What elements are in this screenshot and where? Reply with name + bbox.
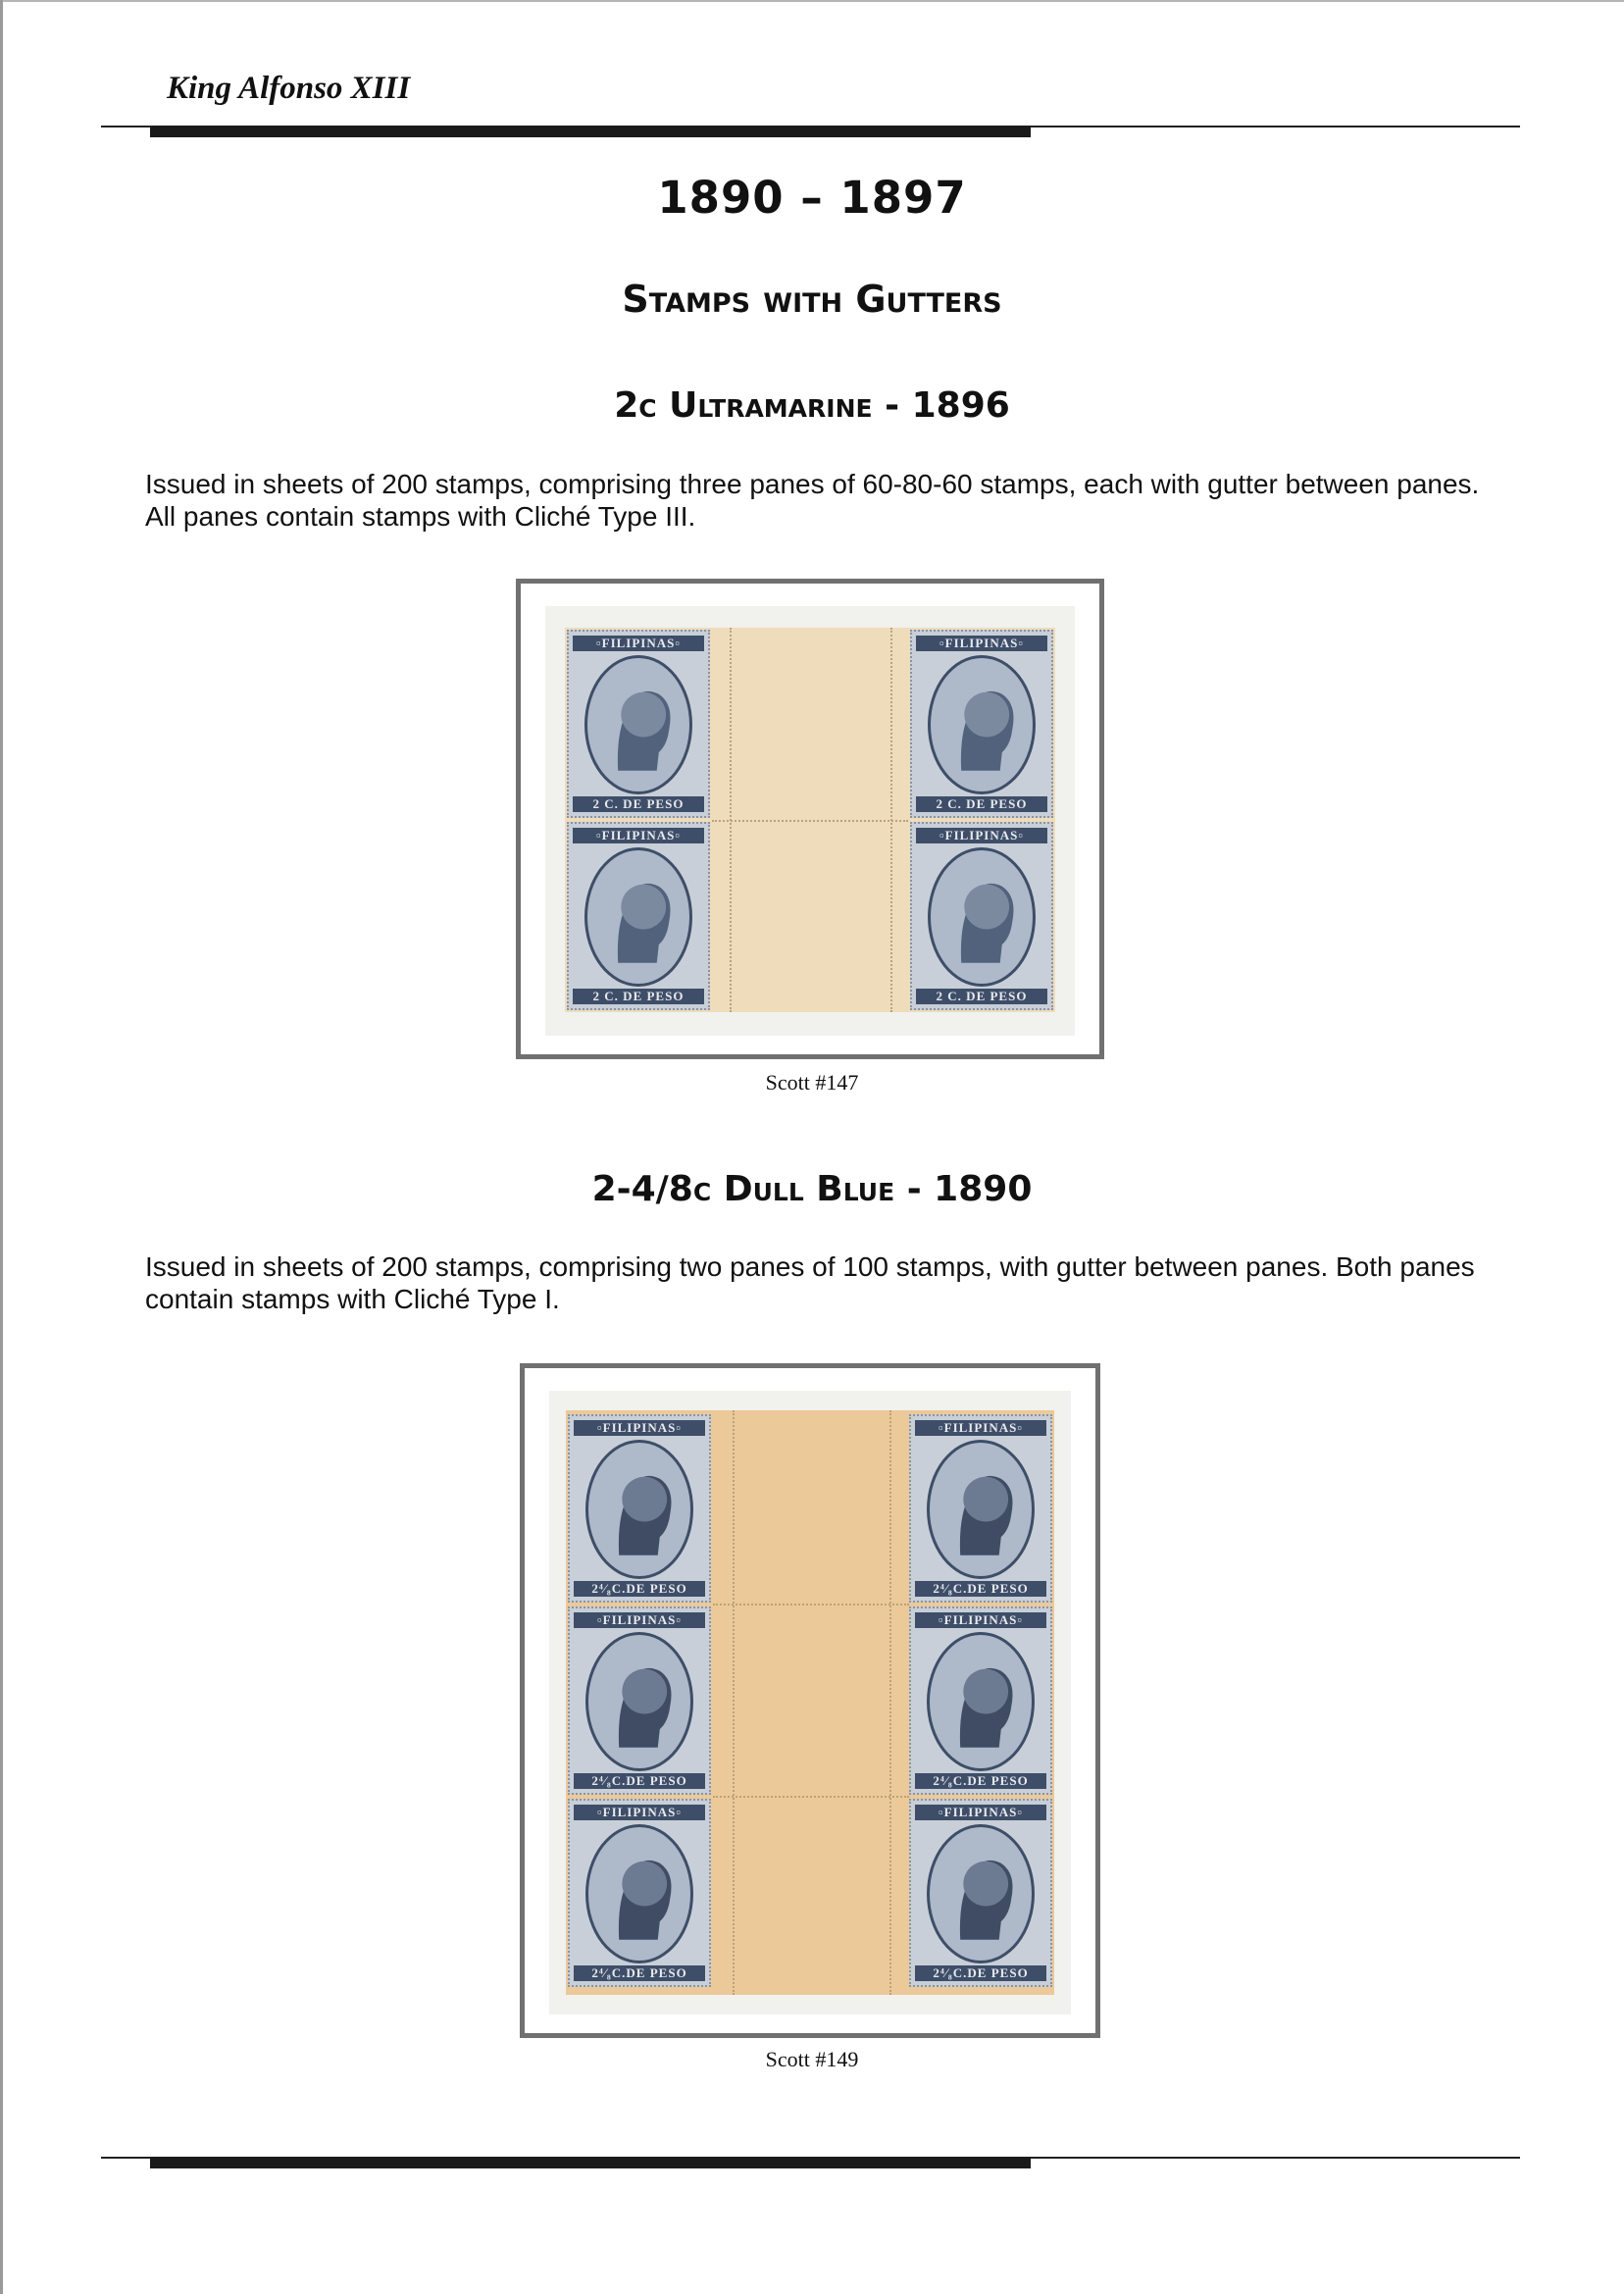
page-border-top (0, 0, 1624, 2)
portrait-icon (588, 1827, 690, 1961)
stamp-value-label: 2⁴⁄₈C.DE PESO (915, 1965, 1046, 1981)
stamp-country-label: ▫FILIPINAS▫ (573, 636, 704, 651)
portrait-icon (588, 1635, 690, 1768)
stamp-country-label: ▫FILIPINAS▫ (574, 1612, 705, 1628)
section-heading-2c: 2c Ultramarine - 1896 (614, 385, 1010, 426)
portrait-oval (584, 655, 692, 794)
stamp-country-label: ▫FILIPINAS▫ (915, 1612, 1046, 1628)
stamp-country-label: ▫FILIPINAS▫ (916, 636, 1047, 651)
stamp-row2-right (909, 1606, 1052, 1795)
portrait-oval (928, 655, 1036, 794)
stamp-top-right (910, 630, 1053, 818)
stamp-row3-left (568, 1799, 711, 1987)
stamp-bottom-right (910, 822, 1053, 1010)
stamp-bottom-left (567, 822, 710, 1010)
portrait-icon (930, 1443, 1032, 1576)
portrait-icon (588, 1443, 690, 1576)
gutter-block-149 (566, 1410, 1054, 1995)
gutter-perforation (889, 1410, 891, 1995)
description-line: All panes contain stamps with Cliché Type III. (145, 501, 696, 532)
portrait-icon (587, 658, 689, 791)
page-title: 1890 – 1897 (657, 172, 967, 224)
portrait-oval (927, 1824, 1035, 1963)
header-title: King Alfonso XIII (167, 71, 411, 106)
portrait-oval (928, 847, 1036, 987)
stamp-top-left (567, 630, 710, 818)
caption-scott-149: Scott #149 (765, 2047, 859, 2071)
portrait-oval (585, 1824, 693, 1963)
stamp-image-frame-147 (516, 579, 1104, 1059)
gutter-perforation (712, 820, 908, 822)
stamp-country-label: ▫FILIPINAS▫ (574, 1420, 705, 1436)
stamp-row2-left (568, 1606, 711, 1795)
footer-rule-thick (150, 2157, 1031, 2168)
portrait-oval (927, 1440, 1035, 1579)
portrait-oval (927, 1632, 1035, 1771)
portrait-icon (930, 1827, 1032, 1961)
portrait-icon (930, 1635, 1032, 1768)
stamp-country-label: ▫FILIPINAS▫ (573, 828, 704, 843)
stamp-country-label: ▫FILIPINAS▫ (574, 1805, 705, 1820)
stamp-row3-right (909, 1799, 1052, 1987)
stamp-country-label: ▫FILIPINAS▫ (915, 1805, 1046, 1820)
stamp-value-label: 2⁴⁄₈C.DE PESO (574, 1581, 705, 1597)
stamp-image-frame-149 (520, 1363, 1100, 2038)
footer-rule (101, 2157, 1520, 2159)
gutter-perforation (713, 1604, 909, 1606)
section-description-2-4-8c (145, 1250, 1508, 1315)
stamp-row1-left (568, 1414, 711, 1603)
stamp-value-label: 2 C. DE PESO (573, 989, 704, 1004)
page-border-left (0, 0, 3, 2294)
portrait-icon (931, 850, 1033, 984)
stamp-value-label: 2 C. DE PESO (916, 796, 1047, 812)
mount-sheet (545, 606, 1075, 1036)
portrait-oval (585, 1440, 693, 1579)
description-line: contain stamps with Cliché Type I. (145, 1284, 560, 1314)
stamp-country-label: ▫FILIPINAS▫ (916, 828, 1047, 843)
stamp-value-label: 2⁴⁄₈C.DE PESO (574, 1773, 705, 1789)
mount-sheet (549, 1391, 1071, 2014)
description-line: Issued in sheets of 200 stamps, comprising three panes of 60-80-60 stamps, each with gutter between panes. (145, 469, 1480, 499)
portrait-icon (931, 658, 1033, 791)
stamp-value-label: 2⁴⁄₈C.DE PESO (915, 1773, 1046, 1789)
header-rule (101, 126, 1520, 127)
header-rule-thick (150, 126, 1031, 137)
portrait-oval (585, 1632, 693, 1771)
stamp-value-label: 2⁴⁄₈C.DE PESO (574, 1965, 705, 1981)
portrait-oval (584, 847, 692, 987)
gutter-perforation (713, 1796, 909, 1798)
section-description-2c (145, 468, 1508, 533)
stamp-value-label: 2 C. DE PESO (573, 796, 704, 812)
page-subtitle: Stamps with Gutters (622, 278, 1002, 321)
caption-scott-147: Scott #147 (765, 1070, 859, 1095)
gutter-perforation (733, 1410, 735, 1995)
stamp-row1-right (909, 1414, 1052, 1603)
gutter-block-147 (565, 628, 1055, 1012)
stamp-value-label: 2⁴⁄₈C.DE PESO (915, 1581, 1046, 1597)
stamp-value-label: 2 C. DE PESO (916, 989, 1047, 1004)
section-heading-2-4-8c: 2-4/8c Dull Blue - 1890 (591, 1169, 1033, 1209)
stamp-country-label: ▫FILIPINAS▫ (915, 1420, 1046, 1436)
portrait-icon (587, 850, 689, 984)
description-line: Issued in sheets of 200 stamps, comprising two panes of 100 stamps, with gutter between panes. Both panes (145, 1251, 1475, 1282)
